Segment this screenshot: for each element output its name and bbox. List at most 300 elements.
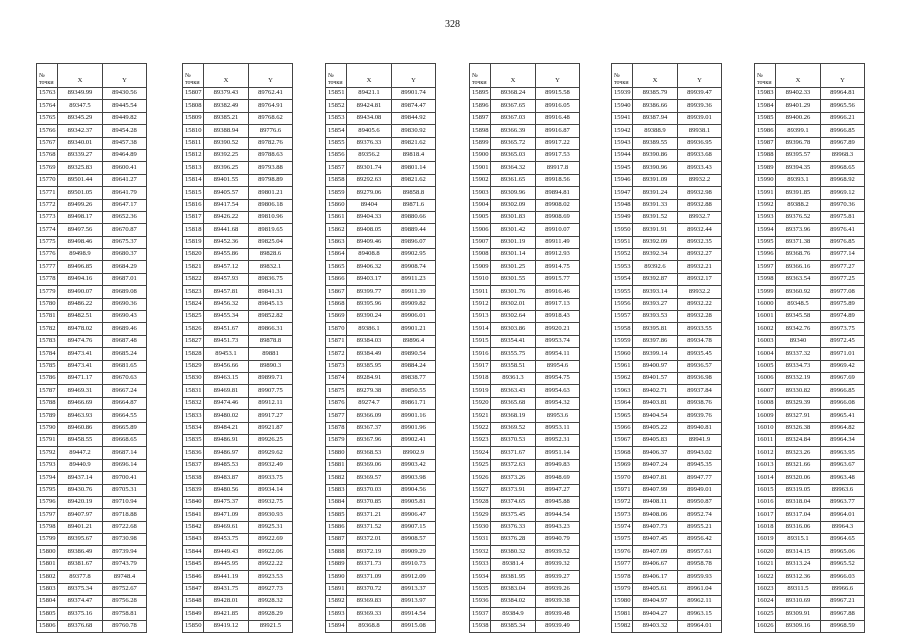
x-coordinate: 89390.24 [347,311,392,323]
x-coordinate: 89395.96 [347,298,392,310]
y-coordinate: 89925.31 [249,521,293,533]
y-coordinate: 89687.01 [103,273,147,285]
y-coordinate: 89922.22 [249,558,293,570]
y-coordinate: 89700.41 [103,472,147,484]
y-coordinate: 89908.69 [536,211,580,223]
y-coordinate: 89828.6 [249,249,293,261]
x-coordinate: 89311.5 [776,583,821,595]
point-number: 15798 [37,521,58,533]
header-x [204,64,249,88]
table-row [755,261,865,273]
table-row [183,385,293,397]
y-coordinate: 89952.74 [678,509,722,521]
table-row [612,620,722,632]
table-row [37,447,147,459]
point-number: 15964 [612,397,633,409]
x-coordinate: 89365.03 [491,149,536,161]
y-coordinate: 89896.4 [392,335,436,347]
y-coordinate: 89871.6 [392,199,436,211]
y-coordinate: 89969.42 [821,360,865,372]
x-coordinate: 89419.12 [204,620,249,632]
x-coordinate: 89379.43 [204,88,249,100]
y-coordinate: 89710.94 [103,496,147,508]
table-row [183,211,293,223]
x-coordinate: 89402.71 [633,385,678,397]
table-row [755,509,865,521]
y-coordinate: 89911.23 [392,273,436,285]
table-row [37,162,147,174]
x-coordinate: 89457.81 [204,286,249,298]
table-row [326,571,436,583]
y-coordinate: 89730.98 [103,534,147,546]
x-coordinate: 89301.25 [491,261,536,273]
table-row [183,534,293,546]
point-number: 16012 [755,447,776,459]
table-row [612,187,722,199]
table-row [183,546,293,558]
point-number: 15868 [326,298,347,310]
y-coordinate: 89964.34 [821,434,865,446]
point-number: 15855 [326,137,347,149]
table-row [612,484,722,496]
x-coordinate: 89375.45 [491,509,536,521]
point-number: 15956 [612,298,633,310]
point-number: 15897 [470,112,491,124]
x-coordinate: 89369.33 [347,608,392,620]
point-number: 15854 [326,125,347,137]
x-coordinate: 89385.21 [204,112,249,124]
point-number: 15988 [755,149,776,161]
x-coordinate: 89365.72 [491,137,536,149]
table-row [37,360,147,372]
table-row [326,273,436,285]
x-coordinate: 89391.09 [633,174,678,186]
x-coordinate: 89369.57 [347,472,392,484]
point-number: 15813 [183,162,204,174]
y-coordinate: 89841.31 [249,286,293,298]
point-number: 15883 [326,484,347,496]
point-number: 15832 [183,397,204,409]
y-coordinate: 89884.24 [392,360,436,372]
point-number: 15925 [470,459,491,471]
point-number: 15931 [470,534,491,546]
point-number: 15953 [612,261,633,273]
x-coordinate: 89313.24 [776,558,821,570]
point-number: 15938 [470,620,491,632]
table-row [612,472,722,484]
table-row [37,100,147,112]
point-number: 15763 [37,88,58,100]
point-number: 15847 [183,583,204,595]
point-number: 15777 [37,261,58,273]
point-number: 15812 [183,149,204,161]
table-row [612,521,722,533]
point-number: 15967 [612,434,633,446]
x-coordinate: 89339.27 [58,149,103,161]
x-coordinate: 89480.02 [204,410,249,422]
x-coordinate: 89330.82 [776,385,821,397]
table-row [183,558,293,570]
y-coordinate: 89932.2 [678,286,722,298]
y-coordinate: 89939.49 [536,620,580,632]
y-coordinate: 89974.89 [821,311,865,323]
table-row [755,397,865,409]
table-row [183,273,293,285]
x-coordinate: 89403.81 [633,397,678,409]
x-coordinate: 89466.69 [58,397,103,409]
x-coordinate: 89469.81 [204,385,249,397]
y-coordinate: 89939.76 [678,410,722,422]
point-number: 15999 [755,286,776,298]
table-row [470,273,580,285]
point-number: 16021 [755,558,776,570]
y-coordinate: 89922.06 [249,546,293,558]
table-row [612,571,722,583]
table-row [183,249,293,261]
page-number: 328 [445,19,460,30]
y-coordinate: 89922.69 [249,534,293,546]
point-number: 15969 [612,459,633,471]
y-coordinate: 89912.93 [536,249,580,261]
table-row [37,596,147,608]
x-coordinate: 89301.76 [491,286,536,298]
x-coordinate: 89376.28 [491,534,536,546]
x-coordinate: 89314.15 [776,546,821,558]
table-row [183,298,293,310]
point-number: 15948 [612,199,633,211]
point-number: 15892 [326,596,347,608]
y-coordinate: 89966.03 [821,571,865,583]
y-coordinate: 89945.88 [536,496,580,508]
x-coordinate: 89386.49 [58,546,103,558]
point-number: 15913 [470,311,491,323]
point-number: 15836 [183,447,204,459]
y-coordinate: 89968.92 [821,174,865,186]
point-number: 16020 [755,546,776,558]
point-number: 15873 [326,360,347,372]
y-coordinate: 89788.63 [249,149,293,161]
point-number: 15970 [612,472,633,484]
x-coordinate: 89400.97 [633,360,678,372]
table-row [183,162,293,174]
y-coordinate: 89967.21 [821,596,865,608]
x-coordinate: 89375.16 [58,608,103,620]
point-number: 15878 [326,422,347,434]
point-number: 15843 [183,534,204,546]
x-coordinate: 89404 [347,199,392,211]
point-number: 15871 [326,335,347,347]
table-row [470,298,580,310]
y-coordinate: 89920.21 [536,323,580,335]
point-number: 15958 [612,323,633,335]
point-number: 15984 [755,100,776,112]
coordinates-table [469,63,580,633]
table-row [470,459,580,471]
x-coordinate: 89377.8 [58,571,103,583]
x-coordinate: 89373.96 [776,224,821,236]
y-coordinate: 89641.79 [103,187,147,199]
point-number: 15806 [37,620,58,632]
y-coordinate: 89947.27 [536,484,580,496]
x-coordinate: 89390.52 [204,137,249,149]
table-row [612,236,722,248]
point-number: 15894 [326,620,347,632]
table-row [326,385,436,397]
table-row [755,137,865,149]
y-coordinate: 89880.66 [392,211,436,223]
point-number: 15944 [612,149,633,161]
table-row [37,385,147,397]
table-row [183,496,293,508]
point-number: 15811 [183,137,204,149]
y-coordinate: 89951.14 [536,447,580,459]
x-coordinate: 89319.05 [776,484,821,496]
y-coordinate: 89652.36 [103,211,147,223]
table-row [37,534,147,546]
x-coordinate: 89325.83 [58,162,103,174]
y-coordinate: 89916.46 [536,286,580,298]
table-row [326,286,436,298]
point-number: 16016 [755,496,776,508]
x-coordinate: 89393.53 [633,311,678,323]
header-x [58,64,103,88]
point-number: 15902 [470,174,491,186]
y-coordinate: 89917.53 [536,149,580,161]
table-row [755,211,865,223]
table-row [183,137,293,149]
point-number: 15778 [37,273,58,285]
x-coordinate: 89486.22 [58,298,103,310]
y-coordinate: 89806.18 [249,199,293,211]
x-coordinate: 89393.27 [633,298,678,310]
y-coordinate: 89958.78 [678,558,722,570]
y-coordinate: 89836.75 [249,273,293,285]
y-coordinate: 89681.65 [103,360,147,372]
header-y-label: Y [268,77,273,85]
point-number: 15770 [37,174,58,186]
header-y-label: Y [411,77,416,85]
x-coordinate: 89453.75 [204,534,249,546]
x-coordinate: 89406.37 [633,447,678,459]
x-coordinate: 89499.26 [58,199,103,211]
point-number: 16001 [755,311,776,323]
x-coordinate: 89324.84 [776,434,821,446]
point-number: 15857 [326,162,347,174]
x-coordinate: 89471.09 [204,509,249,521]
table-row [183,410,293,422]
table-row [470,174,580,186]
point-number: 15771 [37,187,58,199]
point-number: 15776 [37,249,58,261]
x-coordinate: 89382.49 [204,100,249,112]
point-number: 15910 [470,273,491,285]
y-coordinate: 89825.04 [249,236,293,248]
x-coordinate: 89380.32 [491,546,536,558]
y-coordinate: 89852.82 [249,311,293,323]
point-number: 16000 [755,298,776,310]
table-row [612,348,722,360]
x-coordinate: 89394.35 [776,162,821,174]
x-coordinate: 89337.32 [776,348,821,360]
point-number: 15866 [326,273,347,285]
x-coordinate: 89451.73 [204,335,249,347]
x-coordinate: 89303.86 [491,323,536,335]
point-number: 15766 [37,125,58,137]
header-y [821,64,865,88]
point-number: 15828 [183,348,204,360]
y-coordinate: 89967.69 [821,372,865,384]
x-coordinate: 89406.17 [633,571,678,583]
y-coordinate: 89935.45 [678,348,722,360]
x-coordinate: 89376.68 [58,620,103,632]
table-row [755,534,865,546]
point-number: 15915 [470,335,491,347]
point-number: 15814 [183,174,204,186]
table-row [183,608,293,620]
point-number: 16025 [755,608,776,620]
x-coordinate: 89391.33 [633,199,678,211]
table-row [326,397,436,409]
point-number: 15830 [183,372,204,384]
table-row [37,546,147,558]
x-coordinate: 89347.5 [58,100,103,112]
x-coordinate: 89388.2 [776,199,821,211]
point-number: 15835 [183,434,204,446]
table-row [612,558,722,570]
y-coordinate: 89968.65 [821,162,865,174]
header-x [347,64,392,88]
point-number: 15974 [612,521,633,533]
point-number: 15792 [37,447,58,459]
point-number: 15986 [755,125,776,137]
table-row [755,521,865,533]
table-row [37,273,147,285]
y-coordinate: 89940.81 [678,422,722,434]
point-number: 15858 [326,174,347,186]
table-row [470,397,580,409]
y-coordinate: 89954.32 [536,397,580,409]
table-row [37,224,147,236]
x-coordinate: 89391.85 [776,187,821,199]
point-number: 15941 [612,112,633,124]
point-number: 16022 [755,571,776,583]
point-number: 15918 [470,372,491,384]
point-number: 15859 [326,187,347,199]
y-coordinate: 89939.01 [678,112,722,124]
point-number: 15848 [183,596,204,608]
table-row [470,199,580,211]
x-coordinate: 89407.97 [58,509,103,521]
point-number: 15842 [183,521,204,533]
table-row [612,335,722,347]
x-coordinate: 89309.96 [491,187,536,199]
x-coordinate: 89355.75 [491,348,536,360]
table-row [37,112,147,124]
point-number: 15810 [183,125,204,137]
x-coordinate: 89371.38 [776,236,821,248]
point-number: 15896 [470,100,491,112]
table-row [326,422,436,434]
x-coordinate: 89445.95 [204,558,249,570]
y-coordinate: 89928.32 [249,596,293,608]
x-coordinate: 89430.76 [58,484,103,496]
point-number: 15980 [612,596,633,608]
table-row [612,422,722,434]
table-row [612,100,722,112]
table-row [755,88,865,100]
y-coordinate: 89665.89 [103,422,147,434]
x-coordinate: 89316.06 [776,521,821,533]
y-coordinate: 89916.87 [536,125,580,137]
table-row [755,286,865,298]
y-coordinate: 89901.21 [392,323,436,335]
x-coordinate: 89478.02 [58,323,103,335]
x-coordinate: 89408.11 [633,496,678,508]
y-coordinate: 89939.32 [536,558,580,570]
table-row [470,608,580,620]
table-row [755,273,865,285]
y-coordinate: 89782.76 [249,137,293,149]
point-number: 15860 [326,199,347,211]
x-coordinate: 89367.65 [491,100,536,112]
y-coordinate: 89667.24 [103,385,147,397]
y-coordinate: 89664.87 [103,397,147,409]
y-coordinate: 89912.11 [249,397,293,409]
y-coordinate: 89941.9 [678,434,722,446]
y-coordinate: 89743.79 [103,558,147,570]
table-row [612,286,722,298]
table-row [470,137,580,149]
y-coordinate: 89768.62 [249,112,293,124]
y-coordinate: 89934.14 [249,484,293,496]
y-coordinate: 89430.56 [103,88,147,100]
y-coordinate: 89917.22 [536,137,580,149]
y-coordinate: 89966.21 [821,112,865,124]
point-number: 15856 [326,149,347,161]
point-number: 15774 [37,224,58,236]
table-row [37,620,147,632]
table-row [755,372,865,384]
table-row [612,596,722,608]
y-coordinate: 89907.75 [249,385,293,397]
y-coordinate: 89917.8 [536,162,580,174]
point-number: 15779 [37,286,58,298]
table-row [755,410,865,422]
point-number: 15968 [612,447,633,459]
x-coordinate: 89371.09 [347,571,392,583]
x-coordinate: 89364.32 [491,162,536,174]
x-coordinate: 89385.95 [347,360,392,372]
table-row [470,236,580,248]
x-coordinate: 89388.94 [204,125,249,137]
x-coordinate: 89370.53 [491,434,536,446]
x-coordinate: 89363.43 [491,385,536,397]
x-coordinate: 89486.97 [204,447,249,459]
y-coordinate: 89830.92 [392,125,436,137]
table-row [37,434,147,446]
point-number: 15888 [326,546,347,558]
x-coordinate: 89401.55 [204,174,249,186]
y-coordinate: 89939.36 [678,100,722,112]
table-row [612,249,722,261]
y-coordinate: 89915.58 [536,88,580,100]
point-number: 15920 [470,397,491,409]
y-coordinate: 89948.69 [536,472,580,484]
table-row [612,261,722,273]
x-coordinate: 89387.94 [633,112,678,124]
y-coordinate: 89878.8 [249,335,293,347]
y-coordinate: 89687.48 [103,335,147,347]
